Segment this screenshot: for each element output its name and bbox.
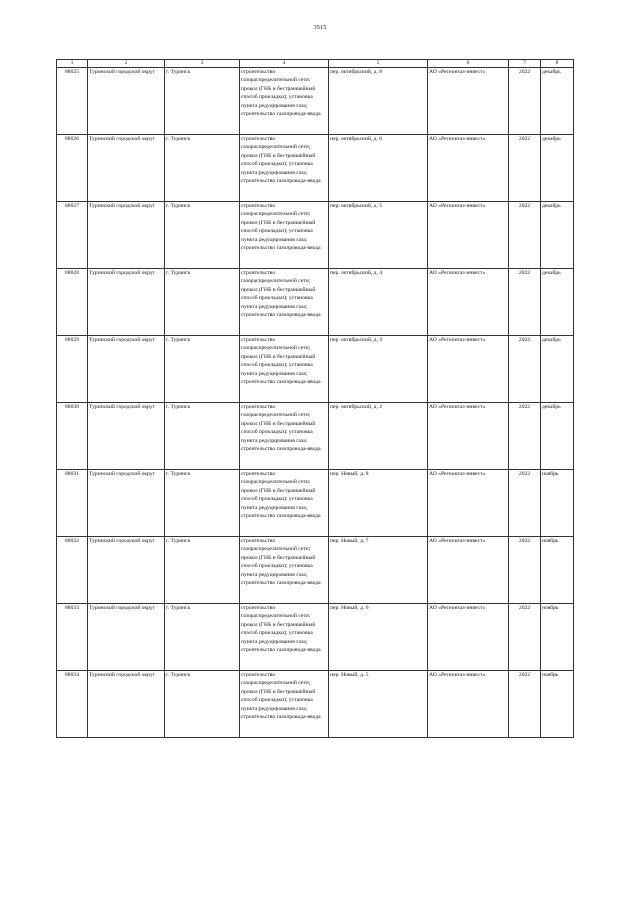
month-cell: ноябрь — [541, 470, 574, 537]
organization-cell: АО «Регионгаз-инвест» — [428, 604, 509, 671]
table-row — [57, 470, 574, 537]
district-cell: Туринский городской округ — [88, 671, 165, 738]
year-cell: 2022 — [509, 671, 541, 738]
address-cell: пер. Новый, д. 6 — [329, 604, 428, 671]
year-cell: 2022 — [509, 202, 541, 269]
year-cell: 2022 — [509, 470, 541, 537]
year-cell: 2022 — [509, 269, 541, 336]
month-cell: декабрь — [541, 202, 574, 269]
organization-cell: АО «Регионгаз-инвест» — [428, 537, 509, 604]
address-cell: пер. Новый, д. 7 — [329, 537, 428, 604]
district-cell: Туринский городской округ — [88, 269, 165, 336]
settlement-cell: г. Туринск — [165, 336, 240, 403]
settlement-cell: г. Туринск — [165, 202, 240, 269]
address-cell: пер. Новый, д. 8 — [329, 470, 428, 537]
table-row — [57, 68, 574, 135]
work-description-cell: строительство газораспределительной сети; прокол (ГНБ и бестраншейный способ прокладки); установка пункта редуцирования газа; строительство газопровода-ввода — [240, 470, 329, 537]
month-cell: декабрь — [541, 68, 574, 135]
organization-cell: АО «Регионгаз-инвест» — [428, 470, 509, 537]
month-cell: ноябрь — [541, 671, 574, 738]
month-cell: декабрь — [541, 336, 574, 403]
table-row — [57, 604, 574, 671]
organization-cell: АО «Регионгаз-инвест» — [428, 336, 509, 403]
column-number: 6 — [428, 60, 509, 68]
year-cell: 2022 — [509, 604, 541, 671]
row-number-cell: 88034 — [57, 671, 88, 738]
month-cell: ноябрь — [541, 537, 574, 604]
work-description-cell: строительство газораспределительной сети; прокол (ГНБ и бестраншейный способ прокладки); установка пункта редуцирования газа; строительство газопровода-ввода — [240, 403, 329, 470]
column-number: 4 — [240, 60, 329, 68]
row-number-cell: 88025 — [57, 68, 88, 135]
address-cell: пер. октябрьский, д. 4 — [329, 269, 428, 336]
organization-cell: АО «Регионгаз-инвест» — [428, 202, 509, 269]
month-cell: ноябрь — [541, 604, 574, 671]
district-cell: Туринский городской округ — [88, 68, 165, 135]
work-description-cell: строительство газораспределительной сети; прокол (ГНБ и бестраншейный способ прокладки); установка пункта редуцирования газа; строительство газопровода-ввода — [240, 537, 329, 604]
address-cell: пер. октябрьский, д. 5 — [329, 202, 428, 269]
address-cell: пер. октябрьский, д. 8 — [329, 68, 428, 135]
district-cell: Туринский городской округ — [88, 202, 165, 269]
gasification-table — [56, 59, 574, 738]
settlement-cell: г. Туринск — [165, 604, 240, 671]
work-description-cell: строительство газораспределительной сети; прокол (ГНБ и бестраншейный способ прокладки); установка пункта редуцирования газа; строительство газопровода-ввода — [240, 336, 329, 403]
column-number: 1 — [57, 60, 88, 68]
month-cell: декабрь — [541, 403, 574, 470]
column-number: 2 — [88, 60, 165, 68]
work-description-cell: строительство газораспределительной сети; прокол (ГНБ и бестраншейный способ прокладки); установка пункта редуцирования газа; строительство газопровода-ввода — [240, 671, 329, 738]
row-number-cell: 88033 — [57, 604, 88, 671]
row-number-cell: 88026 — [57, 135, 88, 202]
column-number: 5 — [329, 60, 428, 68]
page-number: 3515 — [313, 24, 327, 31]
settlement-cell: г. Туринск — [165, 537, 240, 604]
row-number-cell: 88027 — [57, 202, 88, 269]
row-number-cell: 88029 — [57, 336, 88, 403]
column-number-row — [57, 60, 574, 68]
column-number: 7 — [509, 60, 541, 68]
year-cell: 2022 — [509, 537, 541, 604]
district-cell: Туринский городской округ — [88, 336, 165, 403]
district-cell: Туринский городской округ — [88, 537, 165, 604]
table-row — [57, 336, 574, 403]
settlement-cell: г. Туринск — [165, 671, 240, 738]
table-row — [57, 269, 574, 336]
district-cell: Туринский городской округ — [88, 135, 165, 202]
table-row — [57, 671, 574, 738]
month-cell: декабрь — [541, 135, 574, 202]
organization-cell: АО «Регионгаз-инвест» — [428, 68, 509, 135]
year-cell: 2022 — [509, 135, 541, 202]
address-cell: пер. Новый, д. 5 — [329, 671, 428, 738]
year-cell: 2022 — [509, 403, 541, 470]
work-description-cell: строительство газораспределительной сети; прокол (ГНБ и бестраншейный способ прокладки); установка пункта редуцирования газа; строительство газопровода-ввода — [240, 604, 329, 671]
address-cell: пер. октябрьский, д. 2 — [329, 403, 428, 470]
organization-cell: АО «Регионгаз-инвест» — [428, 135, 509, 202]
row-number-cell: 88031 — [57, 470, 88, 537]
year-cell: 2022 — [509, 68, 541, 135]
work-description-cell: строительство газораспределительной сети; прокол (ГНБ и бестраншейный способ прокладки); установка пункта редуцирования газа; строительство газопровода-ввода — [240, 269, 329, 336]
organization-cell: АО «Регионгаз-инвест» — [428, 269, 509, 336]
work-description-cell: строительство газораспределительной сети; прокол (ГНБ и бестраншейный способ прокладки); установка пункта редуцирования газа; строительство газопровода-ввода — [240, 68, 329, 135]
row-number-cell: 88028 — [57, 269, 88, 336]
settlement-cell: г. Туринск — [165, 135, 240, 202]
table-row — [57, 403, 574, 470]
address-cell: пер. октябрьский, д. 6 — [329, 135, 428, 202]
settlement-cell: г. Туринск — [165, 470, 240, 537]
organization-cell: АО «Регионгаз-инвест» — [428, 403, 509, 470]
row-number-cell: 88032 — [57, 537, 88, 604]
settlement-cell: г. Туринск — [165, 403, 240, 470]
organization-cell: АО «Регионгаз-инвест» — [428, 671, 509, 738]
work-description-cell: строительство газораспределительной сети; прокол (ГНБ и бестраншейный способ прокладки); установка пункта редуцирования газа; строительство газопровода-ввода — [240, 135, 329, 202]
district-cell: Туринский городской округ — [88, 604, 165, 671]
table-row — [57, 202, 574, 269]
row-number-cell: 88030 — [57, 403, 88, 470]
column-number: 8 — [541, 60, 574, 68]
address-cell: пер. октябрьский, д. 3 — [329, 336, 428, 403]
district-cell: Туринский городской округ — [88, 470, 165, 537]
work-description-cell: строительство газораспределительной сети; прокол (ГНБ и бестраншейный способ прокладки); установка пункта редуцирования газа; строительство газопровода-ввода — [240, 202, 329, 269]
month-cell: декабрь — [541, 269, 574, 336]
table-row — [57, 135, 574, 202]
table-row — [57, 537, 574, 604]
settlement-cell: г. Туринск — [165, 269, 240, 336]
year-cell: 2022 — [509, 336, 541, 403]
column-number: 3 — [165, 60, 240, 68]
settlement-cell: г. Туринск — [165, 68, 240, 135]
district-cell: Туринский городской округ — [88, 403, 165, 470]
